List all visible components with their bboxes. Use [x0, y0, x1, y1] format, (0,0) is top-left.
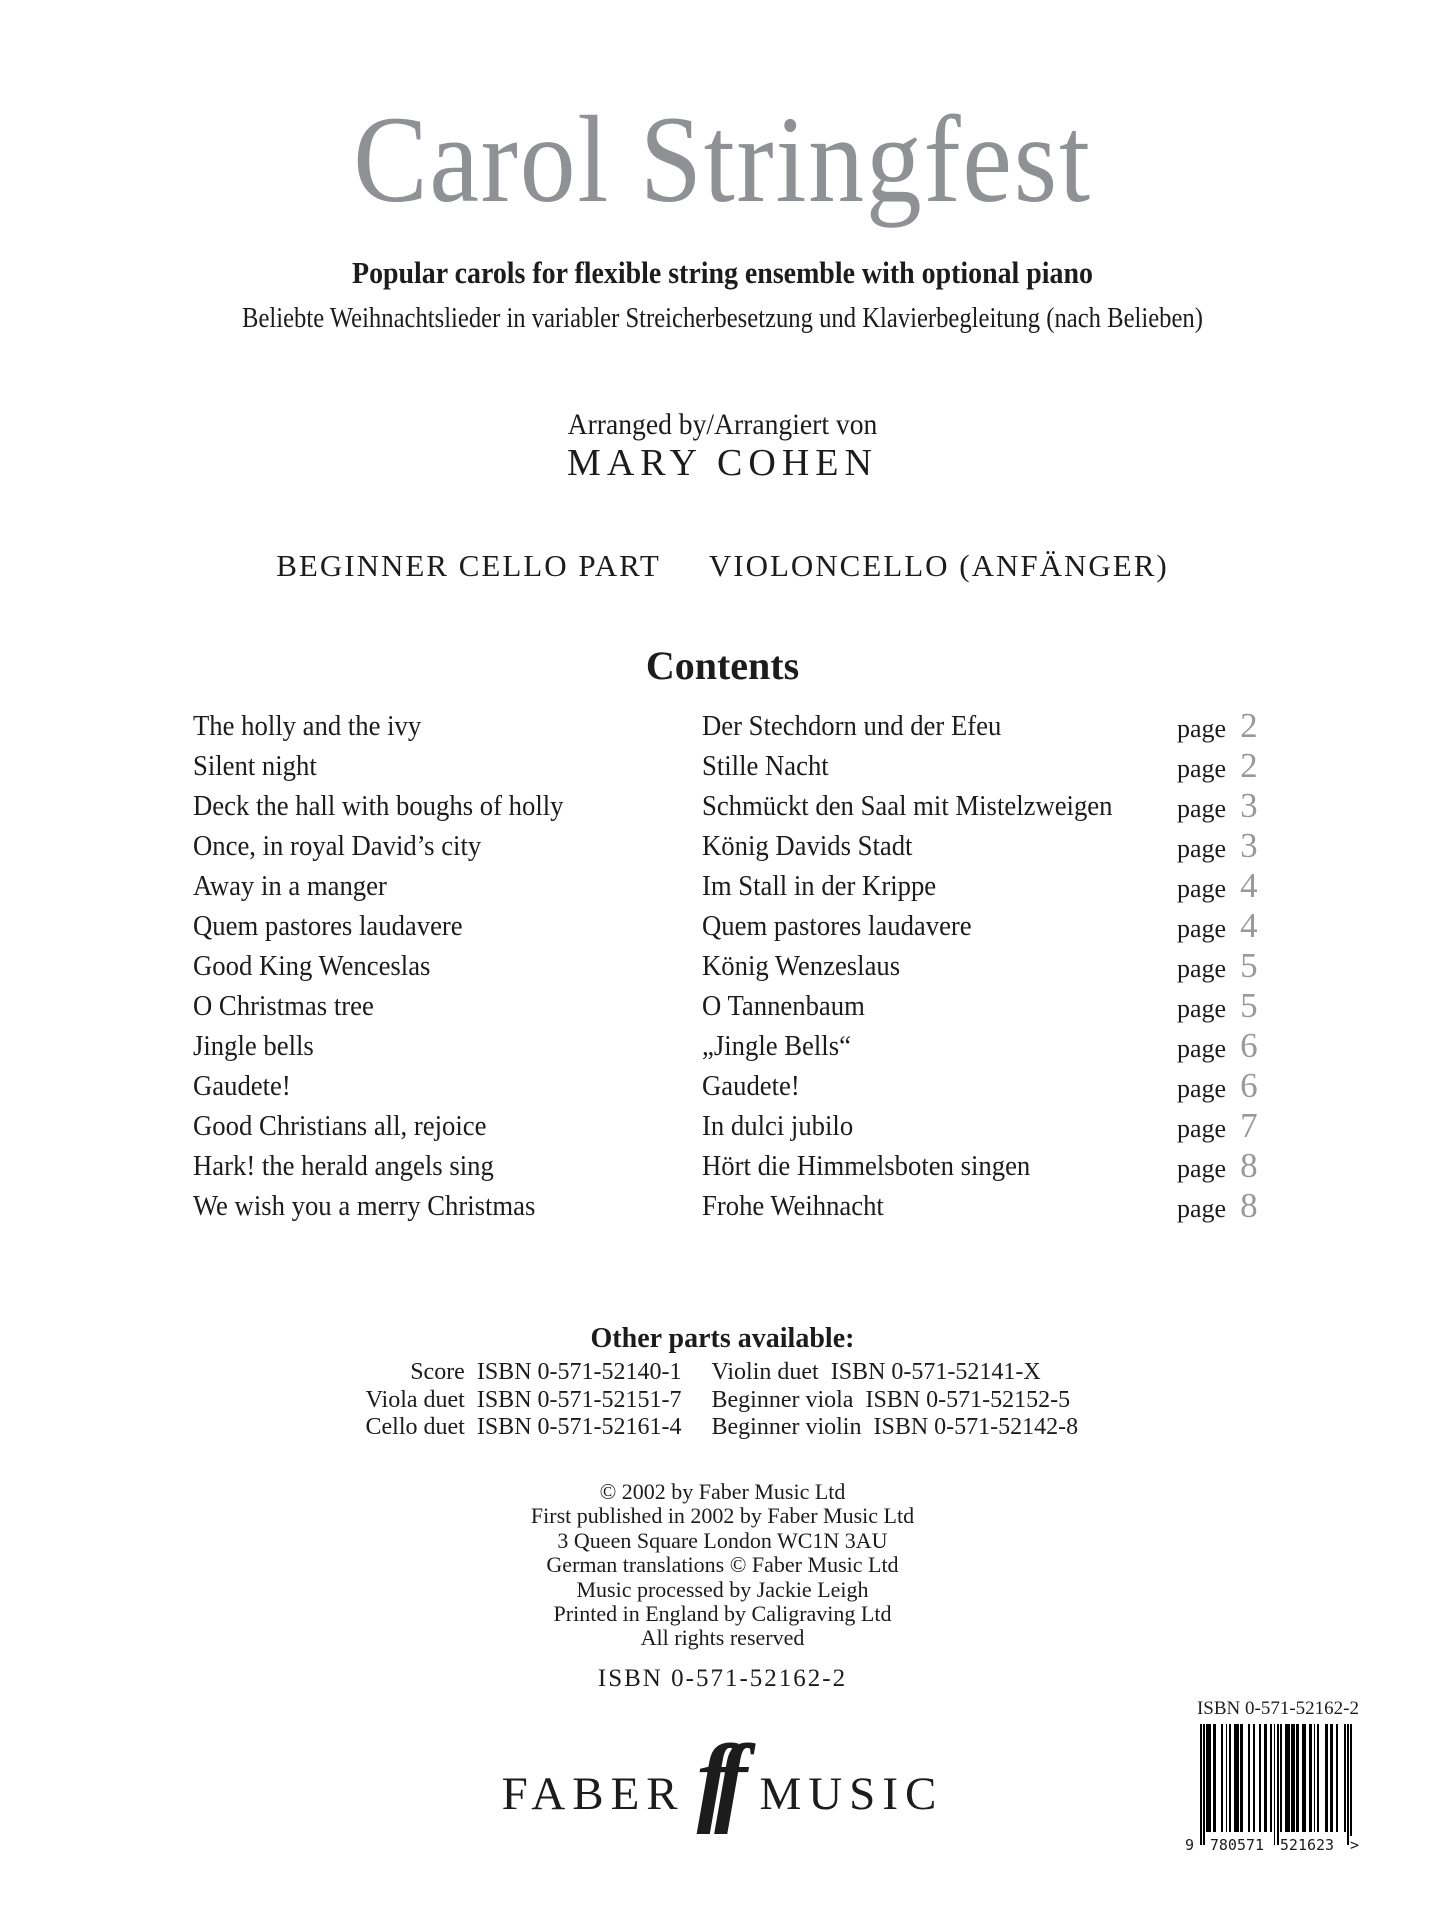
- imprint-line: Music processed by Jackie Leigh: [576, 1576, 869, 1602]
- part-edition-isbn: ISBN 0-571-52141-X: [830, 1359, 1041, 1385]
- contents-row: [193, 786, 1353, 826]
- page-title: Carol Stringfest: [353, 91, 1092, 228]
- part-edition-name: Viola duet: [365, 1386, 465, 1413]
- part-edition-name: Beginner viola: [711, 1386, 854, 1413]
- part-edition-name: Cello duet: [365, 1414, 465, 1440]
- other-parts-row: [0, 1387, 1419, 1415]
- arranger-name: MARY COHEN: [567, 442, 878, 484]
- imprint-line: All rights reserved: [640, 1625, 805, 1651]
- part-designation: [0, 547, 1445, 584]
- part-edition-isbn: ISBN 0-571-52140-1: [476, 1359, 682, 1385]
- imprint-line: Printed in England by Caligraving Ltd: [553, 1601, 892, 1627]
- contents-row: [193, 826, 1353, 866]
- part-name-english: BEGINNER CELLO PART: [276, 548, 661, 583]
- part-edition-isbn: ISBN 0-571-52161-4: [476, 1414, 682, 1440]
- barcode-digits: [1184, 1836, 1360, 1854]
- barcode-left-group: 780571: [1209, 1835, 1265, 1854]
- contents-page-ref: [1177, 1186, 1353, 1229]
- page-number: 8: [1240, 1146, 1258, 1185]
- page-word: page: [1177, 1154, 1227, 1183]
- contents-title-english: Once, in royal David’s city: [193, 830, 482, 862]
- page-word: page: [1177, 1194, 1227, 1223]
- page-word: page: [1177, 1074, 1227, 1103]
- part-edition-name: Score: [410, 1359, 465, 1385]
- contents-title-german: König Wenzeslaus: [702, 950, 901, 982]
- page-number: 2: [1240, 746, 1258, 785]
- barcode-lead-digit: 9: [1185, 1835, 1195, 1854]
- contents-row: [193, 1186, 1353, 1226]
- logo-word-faber: FABER: [501, 1768, 685, 1820]
- contents-page-ref: [1177, 786, 1353, 829]
- contents-row: [193, 746, 1353, 786]
- logo-word-music: MUSIC: [759, 1768, 944, 1820]
- other-parts-list: [0, 1359, 1419, 1442]
- contents-page-ref: [1177, 946, 1353, 989]
- page-word: page: [1177, 834, 1227, 863]
- page-word: page: [1177, 994, 1227, 1023]
- contents-title-english: Good Christians all, rejoice: [193, 1110, 487, 1142]
- contents-title-english: Jingle bells: [193, 1030, 314, 1062]
- contents-row: [193, 1146, 1353, 1186]
- arranger-label: Arranged by/Arrangiert von: [567, 408, 878, 441]
- imprint-line: German translations © Faber Music Ltd: [546, 1552, 899, 1578]
- contents-title-german: Der Stechdorn und der Efeu: [702, 710, 1002, 742]
- contents-title-german: Hört die Himmelsboten singen: [702, 1150, 1031, 1182]
- imprint-block: [0, 1480, 1445, 1651]
- page-number: 3: [1240, 786, 1258, 825]
- part-name-german: VIOLONCELLO (ANFÄNGER): [708, 548, 1169, 583]
- barcode-block: [1185, 1698, 1366, 1854]
- contents-title-english: Silent night: [193, 750, 317, 782]
- contents-title-english: Gaudete!: [193, 1070, 291, 1102]
- page-number: 7: [1240, 1106, 1258, 1145]
- isbn-line: ISBN 0-571-52162-2: [597, 1665, 848, 1692]
- contents-page-ref: [1177, 826, 1353, 869]
- page-number: 4: [1240, 906, 1258, 945]
- page-number: 8: [1240, 1186, 1258, 1225]
- contents-row: [193, 1066, 1353, 1106]
- contents-page-ref: [1177, 986, 1353, 1029]
- contents-title-english: Away in a manger: [193, 870, 387, 902]
- barcode-isbn-label: ISBN 0-571-52162-2: [1196, 1698, 1360, 1719]
- page-number: 4: [1240, 866, 1258, 905]
- contents-row: [193, 706, 1353, 746]
- contents-heading: Contents: [645, 643, 800, 688]
- subtitle-english: Popular carols for flexible string ensemble with optional piano: [352, 255, 1093, 290]
- page-word: page: [1177, 874, 1227, 903]
- page-word: page: [1177, 1114, 1227, 1143]
- contents-title-german: Quem pastores laudavere: [702, 910, 972, 942]
- contents-title-german: Frohe Weihnacht: [702, 1190, 884, 1222]
- contents-title-german: In dulci jubilo: [702, 1110, 854, 1142]
- other-parts-row: [0, 1414, 1419, 1442]
- subtitle-german: Beliebte Weihnachtslieder in variabler Streicherbesetzung und Klavierbegleitung (nach Belieben): [242, 303, 1203, 334]
- contents-row: [193, 1026, 1353, 1066]
- contents-page-ref: [1177, 746, 1353, 789]
- imprint-line: First published in 2002 by Faber Music Ltd: [530, 1503, 915, 1529]
- contents-title-english: Good King Wenceslas: [193, 950, 431, 982]
- contents-title-german: Im Stall in der Krippe: [702, 870, 937, 902]
- contents-page-ref: [1177, 1106, 1353, 1149]
- contents-title-english: O Christmas tree: [193, 990, 374, 1022]
- part-edition-name: Violin duet: [711, 1359, 819, 1385]
- barcode-trailing: >: [1349, 1835, 1359, 1854]
- contents-page-ref: [1177, 1026, 1353, 1069]
- contents-row: [193, 866, 1353, 906]
- page-word: page: [1177, 794, 1227, 823]
- contents-title-german: Stille Nacht: [702, 750, 829, 782]
- page-number: 5: [1240, 986, 1258, 1025]
- ff-monogram-icon: ff: [696, 1724, 734, 1835]
- page-number: 6: [1240, 1066, 1258, 1105]
- imprint-line: 3 Queen Square London WC1N 3AU: [557, 1527, 888, 1553]
- page-number: 5: [1240, 946, 1258, 985]
- contents-page-ref: [1177, 1066, 1353, 1109]
- part-edition-isbn: ISBN 0-571-52142-8: [873, 1414, 1079, 1440]
- contents-title-english: The holly and the ivy: [193, 710, 422, 742]
- page-number: 3: [1240, 826, 1258, 865]
- other-parts-heading: Other parts available:: [590, 1323, 855, 1354]
- contents-page-ref: [1177, 906, 1353, 949]
- contents-page-ref: [1177, 706, 1353, 749]
- page-number: 2: [1240, 706, 1258, 745]
- page-number: 6: [1240, 1026, 1258, 1065]
- imprint-line: © 2002 by Faber Music Ltd: [599, 1479, 846, 1504]
- contents-title-german: O Tannenbaum: [702, 990, 865, 1022]
- contents-title-german: König Davids Stadt: [702, 830, 913, 862]
- part-edition-isbn: ISBN 0-571-52152-5: [865, 1386, 1071, 1413]
- contents-page-ref: [1177, 1146, 1353, 1189]
- contents-title-german: Gaudete!: [702, 1070, 800, 1102]
- contents-row: [193, 1106, 1353, 1146]
- contents-page-ref: [1177, 866, 1353, 909]
- contents-title-german: Schmückt den Saal mit Mistelzweigen: [702, 790, 1113, 822]
- page-word: page: [1177, 754, 1227, 783]
- contents-row: [193, 986, 1353, 1026]
- contents-title-english: Quem pastores laudavere: [193, 910, 463, 942]
- contents-table: [193, 706, 1353, 1226]
- contents-title-german: „Jingle Bells“: [702, 1030, 851, 1062]
- barcode-right-group: 521623: [1279, 1835, 1335, 1854]
- contents-row: [193, 946, 1353, 986]
- other-parts-row: [0, 1359, 1419, 1387]
- contents-title-english: Deck the hall with boughs of holly: [193, 790, 564, 822]
- contents-title-english: Hark! the herald angels sing: [193, 1150, 494, 1182]
- page-word: page: [1177, 914, 1227, 943]
- contents-row: [193, 906, 1353, 946]
- contents-title-english: We wish you a merry Christmas: [193, 1190, 536, 1222]
- part-edition-name: Beginner violin: [711, 1414, 862, 1440]
- part-edition-isbn: ISBN 0-571-52151-7: [476, 1386, 682, 1413]
- page-word: page: [1177, 1034, 1227, 1063]
- barcode-bars: [1200, 1724, 1352, 1848]
- page-word: page: [1177, 714, 1227, 743]
- page-word: page: [1177, 954, 1227, 983]
